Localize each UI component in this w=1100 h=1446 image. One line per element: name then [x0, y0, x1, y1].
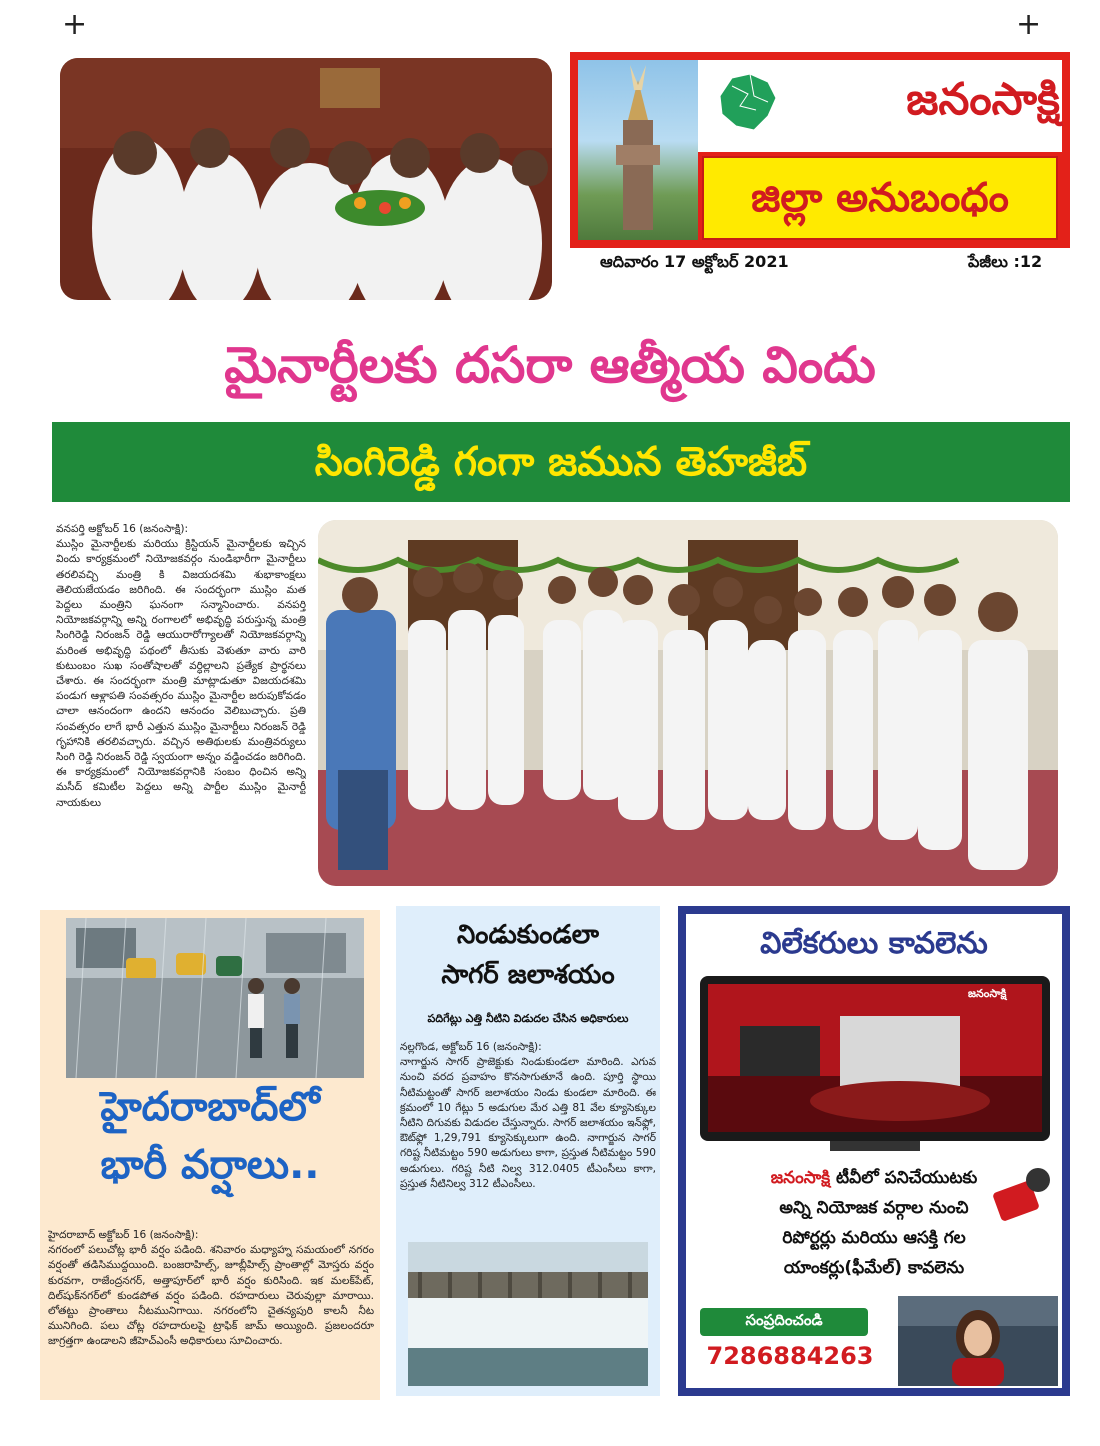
sagar-body: నాగార్జున సాగర్ ప్రాజెక్టుకు నిండుకుండలా మారింది. ఎగువ నుంచి వరద ప్రవాహం కొనసాగుతూనే ఉంది. పూర్తి స్థాయి నీటిమట్టంతో సాగర్ జలాశయం నిండు కుండలా మారింది. ఈ క్రమంలో 10 గేట్లు 5 అడుగుల మేర ఎత్తి 81 వేల క్యూసెక్కుల నీటిని దిగువకు విడుదల చేస్తున్నారు. సాగర్ జలాశయం ఇన్‌ఫ్లో, ఔట్‌ఫ్లో 1,29,791 క్యూసెక్కులుగా ఉంది. నాగార్జున సాగర్ గరిష్ట నీటిమట్టం 590 అడుగులు కాగా, ప్రస్తుత నీటిమట్టం 590 అడుగులు. గరిష్ట నీటి నిల్వ 312.0405 టీఎంసీలు కాగా, ప్రస్తుత నీటినిల్వ 312 టీఎంసీలు. [400, 1056, 656, 1190]
ad-line1-rest: టీవీలో పనిచేయుటకు [830, 1168, 978, 1188]
supplement-title: జిల్లా అనుబంధం [702, 156, 1058, 240]
lead-article [56, 522, 306, 884]
issue-date: ఆదివారం 17 అక్టోబర్ 2021 [600, 252, 789, 271]
rain-title-line1: హైదరాబాద్‌లో [100, 1084, 320, 1130]
ad-line4: యాంకర్లు(ఫీమేల్) కావలెను [783, 1258, 965, 1278]
rain-photo [66, 918, 364, 1078]
reporters-wanted-ad [678, 906, 1070, 1396]
sagar-story [396, 906, 660, 1396]
rain-body: నగరంలో పలుచోట్ల భారీ వర్షం పడింది. శనివారం మధ్యాహ్న సమయంలో నగరం వర్షంతో తడిసిముద్దయింది. బంజరాహిల్స్, జూబ్లీహిల్స్ ప్రాంతాల్లో మోస్తరు వర్షం కురవగా, రాజేంద్రనగర్, అత్తాపూర్‌లో భారీ వర్షం కురిసింది. ఇక మలక్‌పేట్, దిల్‌షుక్‌నగర్‌లో కుండపోత వర్షం పడింది. రహదారులు చెరువుల్లా మారాయి. లోతట్టు ప్రాంతాలు నీటమునిగాయి. నగరంలోని చైతన్యపురి కాలనీ నీట మునిగింది. పలు చోట్ల రహదారులపై ట్రాఫిక్ జామ్ అయ్యింది. ప్రజలందరూ జాగ్రత్తగా ఉండాలని జీహెచ్ఎంసీ అధికారులు సూచించారు. [48, 1244, 374, 1348]
rain-dateline: హైదరాబాద్ అక్టోబర్ 16 (జనంసాక్షి): [48, 1229, 199, 1241]
dam-photo [408, 1242, 648, 1386]
ad-line1-brand: జనంసాక్షి [770, 1168, 831, 1188]
phone-number: 7286884263 [706, 1342, 874, 1370]
ad-line2: అన్ని నియోజక వర్గాల నుంచి [779, 1198, 969, 1218]
ad-panel [686, 914, 1062, 1388]
sagar-subtitle: పదిగేట్లు ఎత్తి నీటిని విడుదల చేసిన అధికారులు [427, 1012, 629, 1025]
masthead [570, 52, 1070, 248]
masthead-brand: జనంసాక్షి [906, 74, 1060, 125]
sagar-title-line2: సాగర్ జలాశయం [441, 960, 615, 990]
lead-headline: మైనార్టీలకు దసరా ఆత్మీయ విందు [224, 336, 876, 394]
page-count: పేజీలు :12 [968, 252, 1043, 271]
crop-mark-right: + [1016, 7, 1042, 42]
sagar-article [400, 1040, 656, 1228]
ad-line3: రిపోర్టర్లు మరియు ఆసక్తి గల [782, 1228, 966, 1248]
lead-body: ముస్లిం మైనార్టీలకు మరియు క్రిస్టియన్ మైనార్టీలకు ఇచ్చిన విందు కార్యక్రమంలో నియోజకవర్గం నుండిభారీగా మైనార్టీలు తరలివచ్చి మంత్రి కి విజయదశమి శుభాకాంక్షలు తెలియజేయడం జరిగింది. ఈ సందర్భంగా ముస్లిం మత పెద్దలు మంత్రిని ఘనంగా సన్మానించారు. వనపర్తి నియోజకవర్గాన్ని అన్ని రంగాలలో అభివృద్ధి పరుస్తున్న మంత్రి సింగిరెడ్డి నిరంజన్ రెడ్డి ఆయురారోగ్యాలతో నియోజకవర్గాన్ని మరింత అభివృద్ధి పథంలో తీసుకు వెళుతూ వారు వారి కుటుంబం సుఖ సంతోషాలతో వర్ధిల్లాలని ప్రత్యేక ప్రార్థనలు చేశారు. ఈ సందర్భంగా మంత్రి మాట్లాడుతూ విజయదశమి పండుగ ఆళ్లాపతి సంవత్సరం ముస్లిం మైనార్టీల జరుపుకోవడం చాలా ఆనందంగా ఉందని ఆనందం వెలిబుచ్చారు. ప్రతి సంవత్సరం లాగే భారీ ఎత్తున ముస్లిం మైనార్టీలు నిరంజన్ రెడ్డి గృహానికి తరలివచ్చారు. వచ్చిన అతిథులకు మంత్రివర్యులు సింగి రెడ్డి నిరంజన్ రెడ్డి స్వయంగా అన్నం వడ్డించడం జరిగింది. ఈ కార్యక్రమంలో నియోజకవర్గానికి సంబం ధించిన అన్ని మసీద్ కమిటీల పెద్దలు అన్ని పార్టీల ముస్లిం మైనార్టీ నాయకులు [56, 538, 306, 809]
rain-article [48, 1228, 374, 1396]
lead-dateline: వనపర్తి అక్టోబర్ 16 (జనంసాక్షి): [56, 523, 189, 535]
rain-story [40, 910, 380, 1400]
ad-title: విలేకరులు కావలెను [760, 926, 988, 961]
felicitation-photo [60, 58, 552, 300]
group-photo [318, 520, 1058, 886]
crop-mark-left: + [62, 7, 88, 42]
sagar-title-line1: నిండుకుండలా [457, 920, 599, 950]
rain-title-line2: భారీ వర్షాలు.. [100, 1142, 320, 1188]
anchor-photo [898, 1296, 1058, 1386]
lead-subhead: సింగిరెడ్డి గంగా జమున తెహజీబ్ [52, 422, 1070, 502]
contact-label: సంప్రదించండి [700, 1308, 868, 1336]
martyrs-memorial-photo [578, 60, 698, 240]
microphone-icon [986, 1166, 1056, 1236]
ad-brand-badge: జనంసాక్షి [964, 986, 1010, 1004]
sagar-dateline: నల్లగొండ, అక్టోబర్ 16 (జనంసాక్షి): [400, 1041, 542, 1053]
